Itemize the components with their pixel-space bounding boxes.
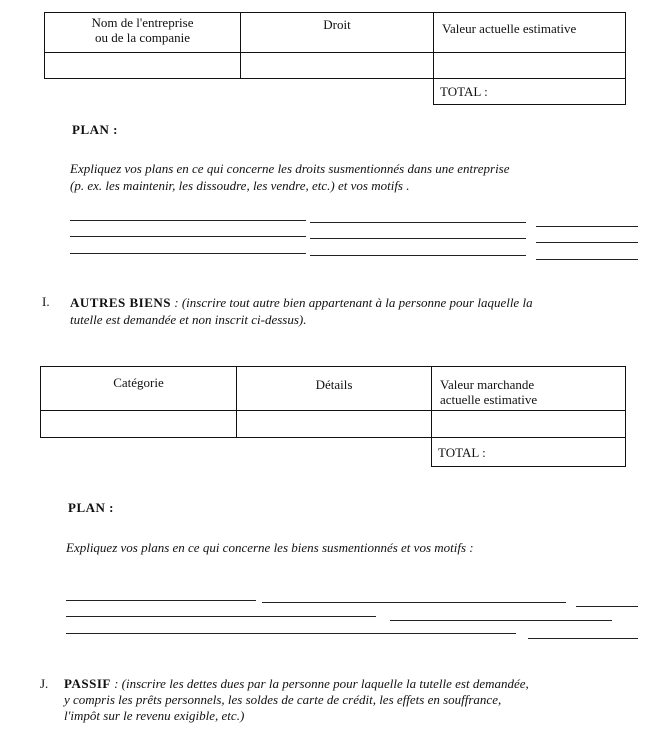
table2-total-cell[interactable] [432,438,626,467]
table1-header-right [241,13,434,53]
plan1-instruction-line2: (p. ex. les maintenir, les dissoudre, les vendre, etc.) et vos motifs . [70,178,410,193]
plan1-answer-line[interactable] [310,255,526,256]
plan2-answer-line[interactable] [576,606,638,607]
table2-cell-value[interactable] [432,411,626,438]
table1-header-company-line2: ou de la companie [95,30,190,45]
section-i-heading: AUTRES BIENS [70,295,172,310]
section-j-desc-line1: : (inscrire les dettes dues par la personne pour laquelle la tutelle est demandée, [114,676,529,691]
plan2-answer-line[interactable] [66,600,256,601]
section-i-letter: I. [42,294,50,309]
plan2-answer-line[interactable] [390,620,612,621]
plan1-answer-line[interactable] [310,222,526,223]
plan1-heading: PLAN : [72,122,118,137]
plan1-answer-line[interactable] [70,253,306,254]
table1-cell-company[interactable] [45,53,241,79]
company-rights-table [44,12,626,105]
table1-header-company [45,13,241,53]
section-i-description [70,294,630,328]
table2-total-label: TOTAL : [438,445,486,460]
section-i-desc-line2: tutelle est demandée et non inscrit ci-dessus). [70,312,307,327]
plan1-answer-line[interactable] [536,259,638,260]
plan1-answer-line[interactable] [310,238,526,239]
other-assets-table [40,366,626,467]
plan2-answer-line[interactable] [528,638,638,639]
table1-header-company-line1: Nom de l'entreprise [91,15,194,30]
table2-header-category [41,367,237,411]
section-j-heading: PASSIF [64,676,111,691]
table1-cell-right[interactable] [241,53,434,79]
plan1-answer-line[interactable] [536,226,638,227]
plan2-answer-line[interactable] [262,602,566,603]
table2-header-value-line2: actuelle estimative [440,392,538,407]
plan2-answer-line[interactable] [66,633,516,634]
section-j-desc-line2: y compris les prêts personnels, les soldes de carte de crédit, les effets en souffrance, [64,692,502,707]
section-j-letter: J. [40,676,49,691]
table2-header-value [432,367,626,411]
table1-total-cell[interactable] [434,79,626,105]
table1-cell-value[interactable] [434,53,626,79]
plan2-instruction: Expliquez vos plans en ce qui concerne les biens susmentionnés et vos motifs : [66,540,474,555]
table2-cell-category[interactable] [41,411,237,438]
table2-header-value-line1: Valeur marchande [440,377,535,392]
table2-header-details [237,367,432,411]
table2-header-category-label: Catégorie [113,375,164,390]
table1-header-value-label: Valeur actuelle estimative [442,21,577,36]
section-j-description [64,676,664,724]
table1-total-label: TOTAL : [440,84,488,99]
section-j-desc-line3: l'impôt sur le revenu exigible, etc.) [64,708,245,723]
table1-header-right-label: Droit [323,17,351,32]
table1-header-value [434,13,626,53]
plan1-answer-line[interactable] [70,220,306,221]
table2-cell-details[interactable] [237,411,432,438]
plan1-answer-line[interactable] [536,242,638,243]
plan1-instruction-line1: Expliquez vos plans en ce qui concerne les droits susmentionnés dans une entreprise [70,161,510,176]
table2-header-details-label: Détails [315,377,353,392]
section-i-desc-line1: : (inscrire tout autre bien appartenant à la personne pour laquelle la [174,295,533,310]
plan2-heading: PLAN : [68,500,114,515]
plan2-answer-line[interactable] [66,616,376,617]
plan1-answer-line[interactable] [70,236,306,237]
